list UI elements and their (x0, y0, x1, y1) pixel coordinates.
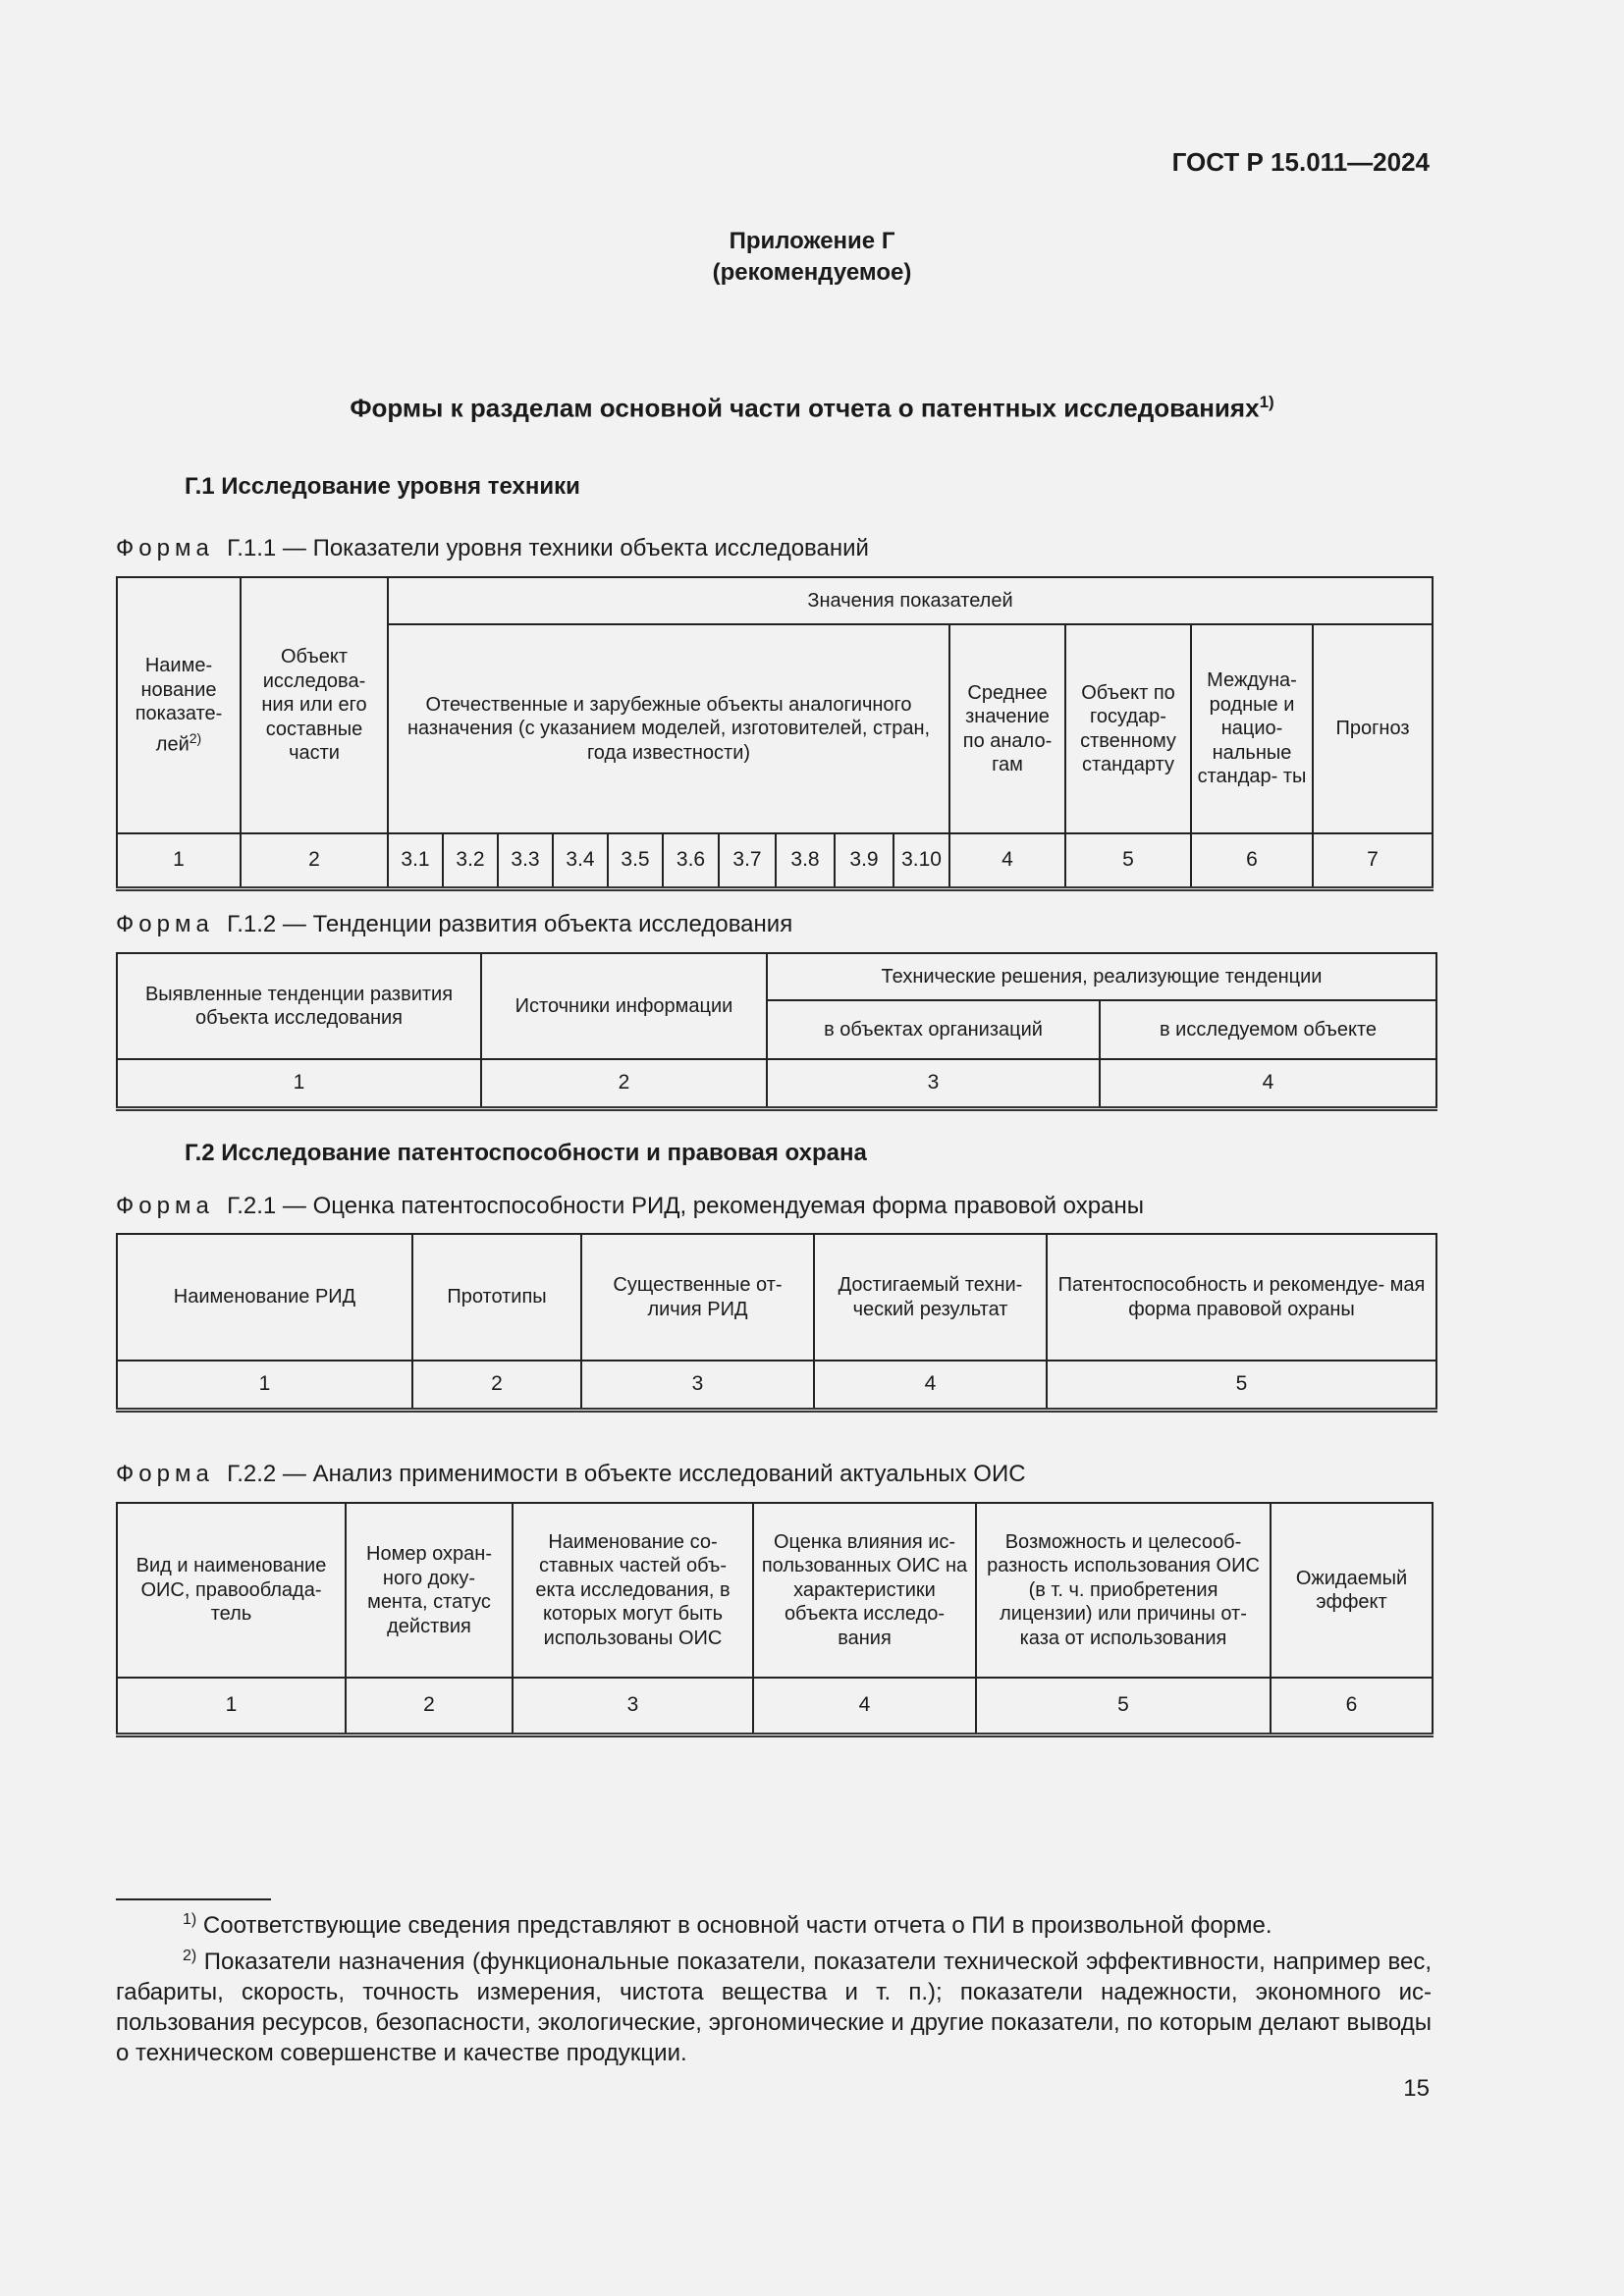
footnote-divider (116, 1898, 271, 1900)
form-g21-table (116, 1233, 1437, 1413)
form-g21-caption-word: Форма (116, 1193, 214, 1219)
appendix-heading (0, 226, 1624, 289)
column-number: 2 (241, 833, 388, 888)
form-g22-caption (116, 1461, 1026, 1488)
column-number: 3.9 (835, 833, 893, 888)
section-g2-title: Г.2 Исследование патентоспособности и правовая охрана (185, 1140, 867, 1166)
footnote-1 (116, 1904, 1432, 1941)
header-tech-solutions: Технические решения, реализующие тенденции (767, 953, 1436, 1000)
column-number: 3.5 (608, 833, 663, 888)
column-number: 1 (117, 1361, 412, 1410)
header-technical-result: Достигаемый техни- ческий результат (814, 1234, 1047, 1361)
column-number: 5 (1065, 833, 1191, 888)
column-number: 3.6 (663, 833, 719, 888)
table-row-numbers (117, 1059, 1436, 1108)
column-number: 4 (1100, 1059, 1436, 1108)
column-number: 1 (117, 1678, 346, 1735)
column-number: 5 (976, 1678, 1271, 1735)
header-trends: Выявленные тенденции развития объекта исследования (117, 953, 481, 1059)
table-row-numbers (117, 1678, 1433, 1735)
header-sources: Источники информации (481, 953, 767, 1059)
column-number: 3.4 (553, 833, 608, 888)
header-intl-standards: Междуна- родные и нацио- нальные стандар- ты (1191, 624, 1313, 833)
header-component-parts: Наименование со- ставных частей объ- екта исследования, в которых могут быть использованы ОИС (513, 1503, 753, 1678)
header-indicator-name: Наиме- нование показате- лей$^{2)}$ (117, 577, 241, 833)
column-number: 1 (117, 833, 241, 888)
header-impact-assessment: Оценка влияния ис- пользованных ОИС на характеристики объекта исследо- вания (753, 1503, 976, 1678)
column-number: 4 (753, 1678, 976, 1735)
column-number: 2 (346, 1678, 513, 1735)
main-title-text: Формы к разделам основной части отчета о патентных исследованиях (350, 393, 1260, 423)
column-number: 2 (481, 1059, 767, 1108)
column-number: 3.3 (498, 833, 553, 888)
appendix-title: Приложение Г (729, 228, 895, 254)
header-indicator-values: Значения показателей (388, 577, 1433, 624)
column-number: 1 (117, 1059, 481, 1108)
form-g22-table (116, 1502, 1434, 1737)
form-g21-caption-text: Г.2.1 — Оценка патентоспособности РИД, рекомендуемая форма правовой охраны (227, 1193, 1144, 1219)
form-g12-caption-text: Г.1.2 — Тенденции развития объекта исследования (227, 911, 793, 937)
form-g22-caption-word: Форма (116, 1461, 214, 1487)
page-number: 15 (1403, 2075, 1430, 2102)
header-patentability: Патентоспособность и рекомендуе- мая форма правовой охраны (1047, 1234, 1436, 1361)
column-number: 4 (949, 833, 1065, 888)
header-document-number: Номер охран- ного доку- мента, статус действия (346, 1503, 513, 1678)
table-row-numbers (117, 1361, 1436, 1410)
footnote-2-text: Показатели назначения (функциональные показатели, показатели технической эффективности, например вес, габариты, скорость, точность измерения, чистота вещества и т. п.); показатели надежности, экономного ис- пользования ресурсов, безопасности, экологические, эргономические и другие показатели, по которым делают выводы о техническом совершенстве и качестве продукции. (116, 1949, 1432, 2066)
column-number: 2 (412, 1361, 581, 1410)
column-number: 3 (581, 1361, 814, 1410)
header-rid-name: Наименование РИД (117, 1234, 412, 1361)
column-number: 6 (1191, 833, 1313, 888)
form-g11-caption-word: Форма (116, 535, 214, 561)
column-number: 3.7 (719, 833, 776, 888)
header-analog-objects: Отечественные и зарубежные объекты аналогичного назначения (с указанием моделей, изготовителей, стран, года известности) (388, 624, 949, 833)
form-g11-caption (116, 535, 869, 562)
form-g12-table (116, 952, 1437, 1111)
footnote-2 (116, 1941, 1432, 2068)
column-number: 3.2 (443, 833, 498, 888)
header-in-organizations: в объектах организаций (767, 1000, 1100, 1059)
table-row-numbers (117, 833, 1433, 888)
main-title-footnote-ref: 1) (1259, 393, 1274, 411)
header-prototypes: Прототипы (412, 1234, 581, 1361)
header-expected-effect: Ожидаемый эффект (1271, 1503, 1433, 1678)
main-title (0, 393, 1624, 424)
header-essential-differences: Существенные от- личия РИД (581, 1234, 814, 1361)
document-code: ГОСТ Р 15.011—2024 (1171, 147, 1430, 177)
column-number: 3 (513, 1678, 753, 1735)
header-average-value: Среднее значение по анало- гам (949, 624, 1065, 833)
header-in-object: в исследуемом объекте (1100, 1000, 1436, 1059)
header-research-object: Объект исследова- ния или его составные части (241, 577, 388, 833)
form-g12-caption-word: Форма (116, 911, 214, 937)
header-ois-type: Вид и наименование ОИС, правооблада- тель (117, 1503, 346, 1678)
footnote-1-mark: 1) (183, 1911, 197, 1928)
column-number: 4 (814, 1361, 1047, 1410)
footnotes (116, 1904, 1432, 2068)
form-g21-caption (116, 1193, 1144, 1220)
appendix-subtitle: (рекомендуемое) (712, 259, 912, 286)
column-number: 7 (1313, 833, 1433, 888)
column-number: 3.1 (388, 833, 443, 888)
form-g12-caption (116, 911, 792, 938)
column-number: 3.10 (893, 833, 949, 888)
form-g22-caption-text: Г.2.2 — Анализ применимости в объекте исследований актуальных ОИС (227, 1461, 1026, 1487)
column-number: 6 (1271, 1678, 1433, 1735)
header-feasibility: Возможность и целесооб- разность использования ОИС (в т. ч. приобретения лицензии) или причины от- каза от использования (976, 1503, 1271, 1678)
form-g11-table (116, 576, 1434, 891)
footnote-2-mark: 2) (183, 1948, 197, 1964)
header-state-standard: Объект по государ- ственному стандарту (1065, 624, 1191, 833)
column-number: 3 (767, 1059, 1100, 1108)
column-number: 5 (1047, 1361, 1436, 1410)
column-number: 3.8 (776, 833, 835, 888)
section-g1-title: Г.1 Исследование уровня техники (185, 473, 580, 500)
form-g11-caption-text: Г.1.1 — Показатели уровня техники объекта исследований (227, 535, 869, 561)
header-forecast: Прогноз (1313, 624, 1433, 833)
footnote-1-text: Соответствующие сведения представляют в основной части отчета о ПИ в произвольной форме. (196, 1912, 1272, 1939)
